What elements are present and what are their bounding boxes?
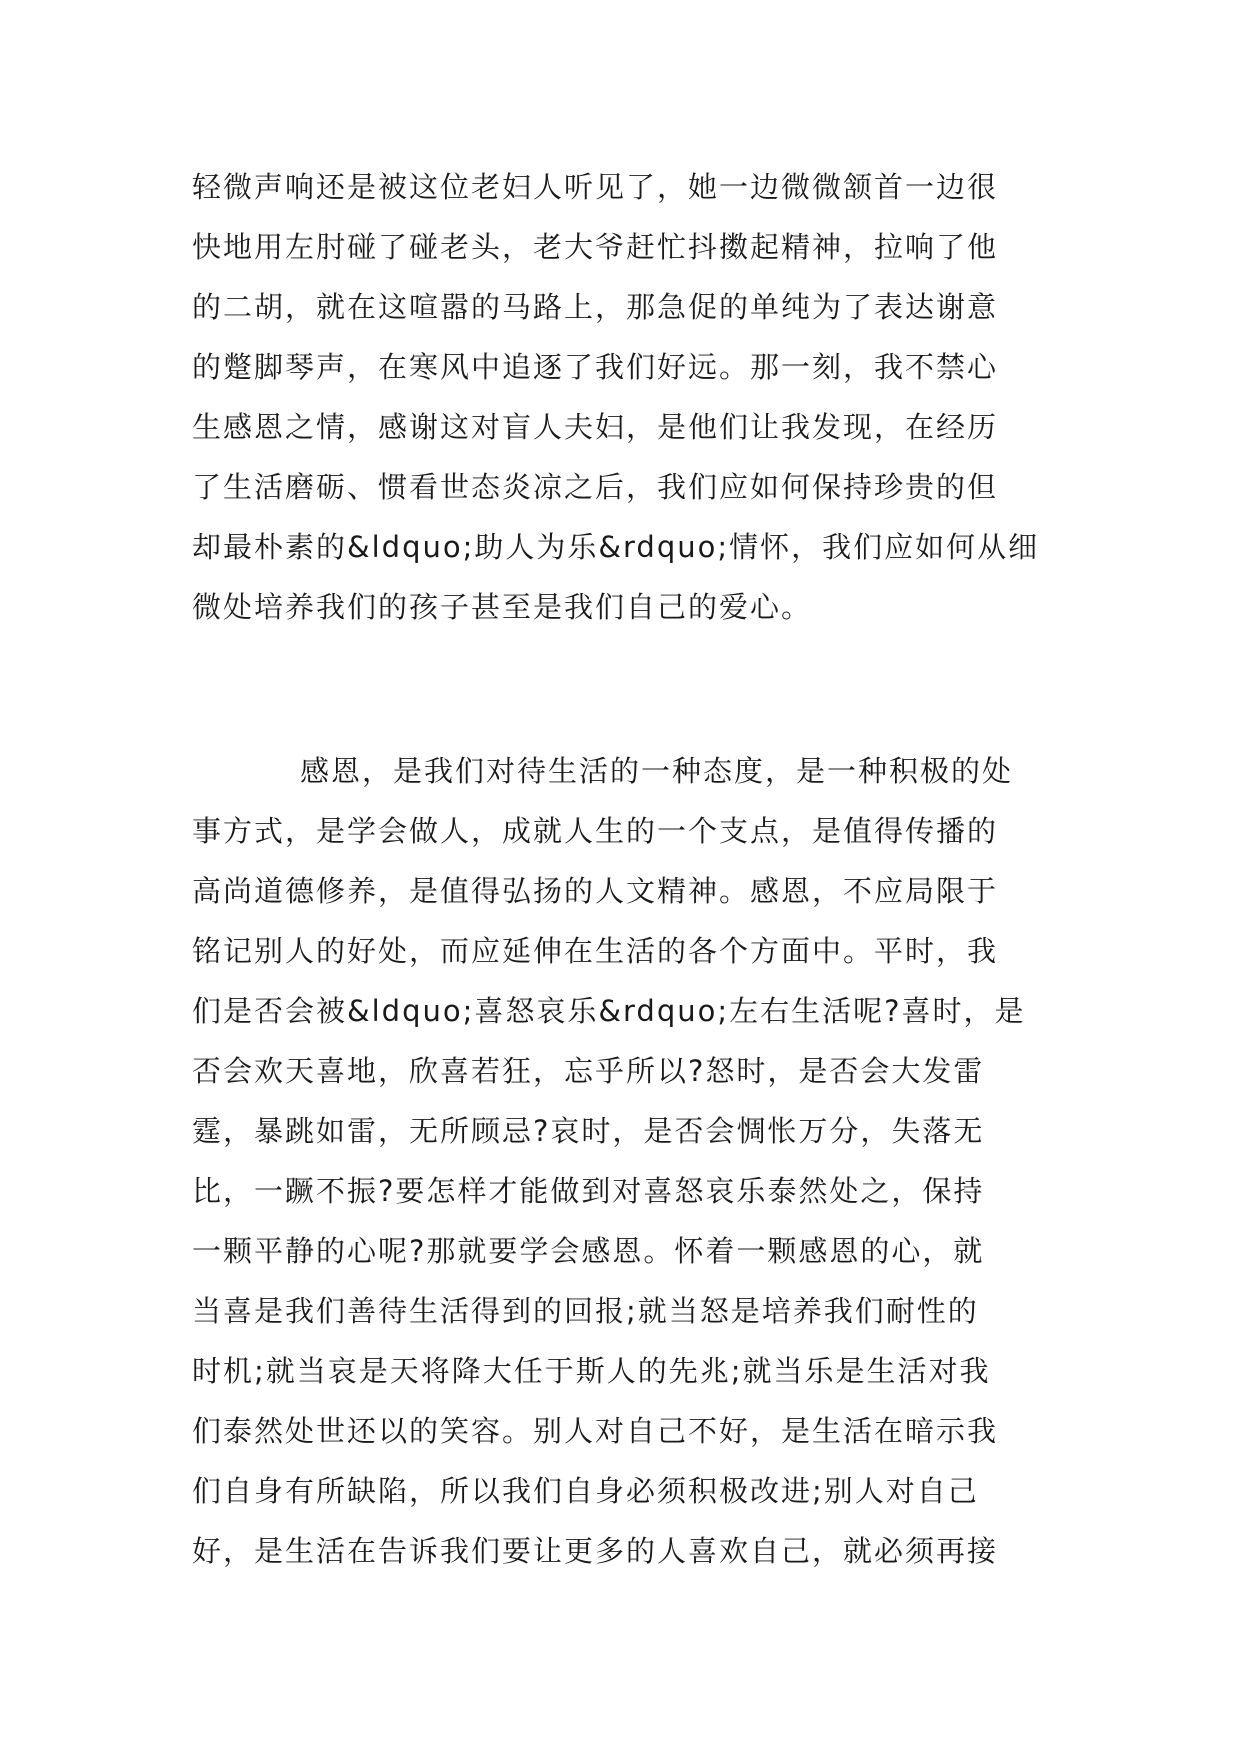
text-line: 比，一蹶不振?要怎样才能做到对喜怒哀乐泰然处之，保持: [192, 1174, 985, 1208]
text-line: 好，是生活在告诉我们要让更多的人喜欢自己，就必须再接: [192, 1534, 999, 1568]
text-line: 却最朴素的&ldquo;助人为乐&rdquo;情怀，我们应如何从细: [192, 530, 1040, 564]
text-line: 感恩，是我们对待生活的一种态度，是一种积极的处: [300, 754, 1014, 788]
text-line: 事方式，是学会做人，成就人生的一个支点，是值得传播的: [192, 814, 999, 848]
text-line: 当喜是我们善待生活得到的回报;就当怒是培养我们耐性的: [192, 1294, 979, 1328]
text-line: 了生活磨砺、惯看世态炎凉之后，我们应如何保持珍贵的但: [192, 470, 999, 504]
text-line: 一颗平静的心呢?那就要学会感恩。怀着一颗感恩的心，就: [192, 1234, 985, 1268]
text-line: 轻微声响还是被这位老妇人听见了，她一边微微颔首一边很: [192, 170, 999, 204]
text-line: 时机;就当哀是天将降大任于斯人的先兆;就当乐是生活对我: [192, 1354, 991, 1388]
text-line: 的蹩脚琴声，在寒风中追逐了我们好远。那一刻，我不禁心: [192, 350, 999, 384]
text-line: 生感恩之情，感谢这对盲人夫妇，是他们让我发现，在经历: [192, 410, 999, 444]
text-line: 快地用左肘碰了碰老头，老大爷赶忙抖擞起精神，拉响了他: [192, 230, 999, 264]
paragraph-gratitude-attitude: [192, 741, 1062, 1581]
text-line: 们是否会被&ldquo;喜怒哀乐&rdquo;左右生活呢?喜时，是: [192, 994, 1026, 1028]
text-line: 否会欢天喜地，欣喜若狂，忘乎所以?怒时，是否会大发雷: [192, 1054, 985, 1088]
text-line: 们泰然处世还以的笑容。别人对自己不好，是生活在暗示我: [192, 1414, 999, 1448]
text-line: 高尚道德修养，是值得弘扬的人文精神。感恩，不应局限于: [192, 874, 999, 908]
text-line: 霆，暴跳如雷，无所顾忌?哀时，是否会惆怅万分，失落无: [192, 1114, 985, 1148]
text-line: 微处培养我们的孩子甚至是我们自己的爱心。: [192, 590, 813, 624]
paragraph-gratitude-story: [192, 157, 1062, 637]
text-line: 铭记别人的好处，而应延伸在生活的各个方面中。平时，我: [192, 934, 999, 968]
text-line: 的二胡，就在这喧嚣的马路上，那急促的单纯为了表达谢意: [192, 290, 999, 324]
text-line: 们自身有所缺陷，所以我们自身必须积极改进;别人对自己: [192, 1474, 979, 1508]
